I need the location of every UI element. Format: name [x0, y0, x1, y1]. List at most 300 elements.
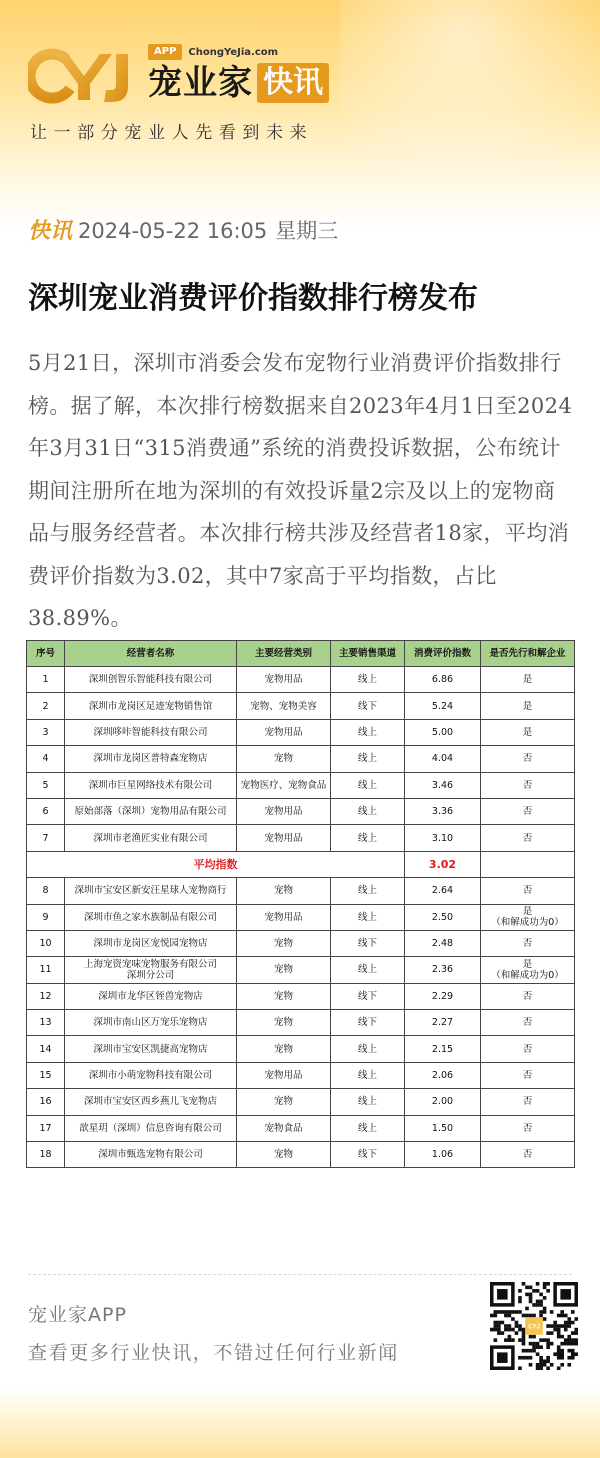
qr-module — [508, 1310, 512, 1314]
cell-name — [65, 1142, 237, 1168]
qr-module — [518, 1356, 522, 1360]
qr-module — [518, 1324, 522, 1328]
cell-category-text: 宠物 — [273, 938, 293, 950]
cell-no — [27, 878, 65, 904]
article-body: 5月21日，深圳市消委会发布宠物行业消费评价指数排行榜。据了解，本次排行榜数据来自2023年4月1日至2024年3月31日“315消费通”系统的消费投诉数据，公布统计期间注册所在地为深圳的有效投诉量2宗及以上的宠物商品与服务经营者。本次排行榜共涉及经营者18家，平均消费评价指数为3.02，其中7家高于平均指数，占比38.89%。 — [28, 351, 573, 630]
qr-module — [546, 1359, 550, 1363]
qr-module — [515, 1310, 519, 1314]
cell-channel-text: 线下 — [357, 700, 377, 712]
cell-settle-text: 否 — [522, 806, 533, 818]
cell-index-text: 3.10 — [431, 832, 454, 844]
cell-settle — [481, 1089, 575, 1115]
qr-module — [497, 1310, 501, 1314]
cell-index-text: 6.86 — [431, 674, 454, 686]
cell-settle-text: 是 — [522, 726, 533, 738]
qr-module — [536, 1345, 540, 1349]
cell-name-text: 深圳市鱼之家水族制品有限公司 — [83, 911, 217, 923]
qr-module — [539, 1300, 543, 1304]
cell-name — [65, 1089, 237, 1115]
qr-module — [557, 1324, 561, 1328]
qr-module — [571, 1310, 575, 1314]
qr-module — [543, 1307, 547, 1311]
cell-name — [65, 719, 237, 745]
cell-settle — [481, 1010, 575, 1036]
cell-name — [65, 772, 237, 798]
cell-index — [405, 746, 481, 772]
cell-no — [27, 693, 65, 719]
qr-module — [546, 1342, 550, 1346]
cell-channel — [331, 904, 405, 930]
qr-module — [574, 1331, 578, 1335]
cell-index — [405, 904, 481, 930]
cell-category — [237, 1142, 331, 1168]
cell-name — [65, 878, 237, 904]
cell-settle-text: 是 — [522, 674, 533, 686]
qr-module — [550, 1363, 554, 1367]
qr-module — [518, 1366, 522, 1370]
cell-no-text: 15 — [39, 1070, 52, 1082]
qr-module — [539, 1303, 543, 1307]
qr-module — [574, 1342, 578, 1346]
cell-channel-text: 线上 — [357, 779, 377, 791]
cell-name — [65, 1115, 237, 1141]
qr-module — [529, 1356, 533, 1360]
publish-datetime: 2024-05-22 16:05 — [78, 219, 268, 243]
qr-module — [532, 1342, 536, 1346]
cell-category — [237, 1089, 331, 1115]
cell-category-text: 宠物医疗、宠物食品 — [240, 779, 327, 791]
cell-no-text: 18 — [39, 1149, 52, 1161]
table-row — [27, 1010, 575, 1036]
qr-module — [518, 1338, 522, 1342]
cell-settle-note: （和解成功为0） — [491, 969, 564, 981]
qr-module — [567, 1356, 571, 1360]
cell-no-text: 8 — [42, 885, 49, 897]
qr-module — [560, 1342, 564, 1346]
qr-module — [567, 1335, 571, 1339]
qr-module — [529, 1300, 533, 1304]
qr-code-icon[interactable] — [490, 1282, 578, 1370]
cell-settle — [481, 772, 575, 798]
cell-index — [405, 930, 481, 956]
qr-module — [515, 1321, 519, 1325]
cell-channel-text: 线上 — [357, 806, 377, 818]
qr-module — [536, 1300, 540, 1304]
qr-module — [525, 1314, 529, 1318]
cell-category — [237, 772, 331, 798]
cell-no — [27, 957, 65, 983]
cell-name-text: 深圳市宝安区凯捷高宠物店 — [93, 1043, 208, 1055]
qr-module — [574, 1352, 578, 1356]
cell-settle-text: 是 — [522, 958, 533, 970]
table-average — [27, 851, 575, 877]
qr-module — [553, 1324, 557, 1328]
cell-index-text: 5.00 — [431, 726, 454, 738]
brand-logo — [28, 42, 329, 106]
brand-name: 宠业家 — [148, 63, 253, 103]
qr-module — [560, 1335, 564, 1339]
qr-module — [567, 1338, 571, 1342]
cell-name — [65, 930, 237, 956]
qr-module — [522, 1338, 526, 1342]
cell-no — [27, 983, 65, 1009]
qr-module — [567, 1342, 571, 1346]
cell-name-line2: 深圳分公司 — [126, 969, 175, 981]
table-header-row — [27, 641, 575, 667]
qr-module — [504, 1328, 508, 1332]
qr-module — [564, 1338, 568, 1342]
qr-module — [497, 1331, 501, 1335]
cell-name-text: 深圳市甄选宠物有限公司 — [98, 1149, 203, 1161]
qr-module — [508, 1328, 512, 1332]
cell-no — [27, 1089, 65, 1115]
qr-module — [532, 1335, 536, 1339]
qr-module — [536, 1366, 540, 1370]
qr-module — [511, 1310, 515, 1314]
cell-settle-text: 否 — [522, 990, 533, 1002]
cell-index — [405, 957, 481, 983]
qr-module — [504, 1324, 508, 1328]
qr-module — [522, 1282, 526, 1286]
cell-channel-text: 线下 — [357, 990, 377, 1002]
cell-settle-note: （和解成功为0） — [491, 917, 564, 929]
cell-name-text: 深圳市龙岗区足迹宠物销售馆 — [88, 700, 213, 712]
qr-module — [550, 1310, 554, 1314]
cell-no-text: 5 — [42, 779, 49, 791]
cell-index — [405, 1010, 481, 1036]
cell-category — [237, 1115, 331, 1141]
cell-name — [65, 957, 237, 983]
cell-name — [65, 1036, 237, 1062]
cell-channel-text: 线上 — [357, 832, 377, 844]
header-no: 序号 — [27, 641, 65, 667]
cell-no-text: 7 — [42, 832, 49, 844]
cell-name — [65, 1062, 237, 1088]
cell-index-text: 2.64 — [431, 885, 454, 897]
qr-module — [539, 1356, 543, 1360]
table-body-top — [27, 667, 575, 852]
cell-settle-text: 否 — [522, 1017, 533, 1029]
qr-module — [536, 1289, 540, 1293]
cell-settle — [481, 878, 575, 904]
qr-module — [560, 1324, 564, 1328]
cell-no — [27, 1062, 65, 1088]
table-row — [27, 1089, 575, 1115]
cell-no — [27, 667, 65, 693]
qr-module — [515, 1324, 519, 1328]
cell-no — [27, 772, 65, 798]
qr-module — [543, 1296, 547, 1300]
cell-name — [65, 693, 237, 719]
footer-divider — [28, 1274, 572, 1275]
qr-module — [529, 1314, 533, 1318]
qr-module — [564, 1328, 568, 1332]
qr-module — [550, 1324, 554, 1328]
cell-category-text: 宠物 — [273, 885, 293, 897]
cell-channel-text: 线上 — [357, 726, 377, 738]
qr-module — [543, 1310, 547, 1314]
cell-index-text: 2.00 — [431, 1096, 454, 1108]
qr-module — [546, 1356, 550, 1360]
cell-name-text: 歆星玥（深圳）信息咨询有限公司 — [79, 1122, 222, 1134]
cell-settle — [481, 667, 575, 693]
qr-module — [532, 1303, 536, 1307]
cell-category-text: 宠物用品 — [264, 832, 303, 844]
cell-settle — [481, 693, 575, 719]
cell-category-text: 宠物食品 — [264, 1122, 303, 1134]
qr-module — [501, 1321, 505, 1325]
cell-category — [237, 825, 331, 851]
qr-module — [539, 1310, 543, 1314]
qr-module — [574, 1338, 578, 1342]
cell-index — [405, 1142, 481, 1168]
qr-module — [501, 1310, 505, 1314]
qr-module — [546, 1331, 550, 1335]
cell-channel-text: 线上 — [357, 885, 377, 897]
cell-name — [65, 798, 237, 824]
cell-name — [65, 825, 237, 851]
cell-settle-text: 是 — [522, 906, 533, 918]
cell-settle-text: 否 — [522, 1043, 533, 1055]
qr-module — [518, 1310, 522, 1314]
cell-no-text: 4 — [42, 753, 49, 765]
cell-settle — [481, 904, 575, 930]
qr-module — [536, 1363, 540, 1367]
qr-module — [529, 1349, 533, 1353]
table-row — [27, 904, 575, 930]
cell-index-text: 3.36 — [431, 806, 454, 818]
cell-no — [27, 1115, 65, 1141]
qr-module — [557, 1328, 561, 1332]
cell-category-text: 宠物 — [273, 1096, 293, 1108]
cell-channel — [331, 957, 405, 983]
qr-module — [543, 1359, 547, 1363]
table-row — [27, 878, 575, 904]
qr-module — [567, 1321, 571, 1325]
qr-module — [571, 1331, 575, 1335]
qr-module — [522, 1349, 526, 1353]
cell-no-text: 9 — [42, 911, 49, 923]
qr-module — [525, 1349, 529, 1353]
qr-module — [508, 1335, 512, 1339]
cell-name-text: 深圳市小萌宠物科技有限公司 — [88, 1070, 213, 1082]
cell-index-text: 2.36 — [431, 964, 454, 976]
cell-settle — [481, 983, 575, 1009]
cell-name-text: 深圳市巨星网络技术有限公司 — [88, 779, 213, 791]
cell-channel-text: 线下 — [357, 1149, 377, 1161]
qr-module — [546, 1366, 550, 1370]
cell-category-text: 宠物 — [273, 1017, 293, 1029]
cell-channel — [331, 1036, 405, 1062]
cell-index-text: 2.48 — [431, 938, 454, 950]
cell-settle-text: 否 — [522, 1149, 533, 1161]
qr-module — [490, 1328, 494, 1332]
qr-module — [546, 1338, 550, 1342]
qr-module — [560, 1363, 564, 1367]
qr-module — [522, 1335, 526, 1339]
qr-module — [532, 1314, 536, 1318]
qr-module — [511, 1328, 515, 1332]
article-meta — [28, 214, 338, 245]
cell-channel-text: 线上 — [357, 674, 377, 686]
cell-settle — [481, 1062, 575, 1088]
qr-module — [560, 1356, 564, 1360]
cell-category — [237, 983, 331, 1009]
cell-name — [65, 667, 237, 693]
qr-module — [494, 1321, 498, 1325]
cell-no-text: 16 — [39, 1096, 52, 1108]
cell-category — [237, 904, 331, 930]
qr-module — [546, 1324, 550, 1328]
qr-module — [550, 1342, 554, 1346]
qr-module — [564, 1324, 568, 1328]
qr-module — [522, 1331, 526, 1335]
qr-module — [494, 1310, 498, 1314]
qr-finder-core — [560, 1289, 571, 1300]
qr-module — [553, 1352, 557, 1356]
cell-channel — [331, 1089, 405, 1115]
qr-module — [539, 1345, 543, 1349]
cell-name-text: 上海宠资宠味宠物服务有限公司 — [83, 958, 217, 970]
qr-module — [508, 1314, 512, 1318]
cell-settle-text: 否 — [522, 885, 533, 897]
logo-text: CYJ — [84, 80, 86, 81]
cell-name-text: 深圳创智乐智能科技有限公司 — [88, 674, 213, 686]
qr-module — [518, 1300, 522, 1304]
cell-category-text: 宠物、宠物美容 — [250, 700, 317, 712]
qr-module — [571, 1349, 575, 1353]
header-category: 主要经营类别 — [237, 641, 331, 667]
cell-no-text: 6 — [42, 806, 49, 818]
qr-module — [536, 1303, 540, 1307]
qr-module — [546, 1345, 550, 1349]
table-row — [27, 719, 575, 745]
qr-module — [557, 1314, 561, 1318]
table-row — [27, 772, 575, 798]
qr-module — [532, 1345, 536, 1349]
qr-module — [560, 1310, 564, 1314]
qr-module — [574, 1328, 578, 1332]
qr-module — [560, 1314, 564, 1318]
qr-module — [557, 1352, 561, 1356]
cell-channel — [331, 772, 405, 798]
qr-module — [543, 1363, 547, 1367]
cell-settle-text: 否 — [522, 1096, 533, 1108]
cell-category-text: 宠物用品 — [264, 674, 303, 686]
cell-settle — [481, 719, 575, 745]
cell-settle — [481, 746, 575, 772]
qr-module — [522, 1342, 526, 1346]
cell-index — [405, 1036, 481, 1062]
qr-module — [532, 1289, 536, 1293]
table-row — [27, 1115, 575, 1141]
cell-name-text: 深圳市宝安区新安汪星球人宠物商行 — [74, 885, 227, 897]
cell-no-text: 11 — [39, 964, 52, 976]
cell-name — [65, 746, 237, 772]
qr-module — [536, 1342, 540, 1346]
qr-module — [539, 1366, 543, 1370]
qr-module — [557, 1366, 561, 1370]
cell-name — [65, 904, 237, 930]
table-row — [27, 983, 575, 1009]
header-channel: 主要销售渠道 — [331, 641, 405, 667]
cell-category — [237, 746, 331, 772]
cell-category-text: 宠物 — [273, 1043, 293, 1055]
cell-settle — [481, 930, 575, 956]
qr-module — [539, 1314, 543, 1318]
qr-module — [515, 1331, 519, 1335]
qr-module — [504, 1314, 508, 1318]
cell-name — [65, 983, 237, 1009]
cell-settle-text: 否 — [522, 938, 533, 950]
qr-module — [504, 1310, 508, 1314]
qr-module — [560, 1352, 564, 1356]
cell-index-text: 2.06 — [431, 1070, 454, 1082]
cell-category — [237, 930, 331, 956]
cell-channel-text: 线上 — [357, 1043, 377, 1055]
app-badge: APP — [148, 44, 182, 60]
cell-settle-text: 否 — [522, 1070, 533, 1082]
footer-app-name: 宠业家APP — [28, 1304, 127, 1326]
cell-channel — [331, 825, 405, 851]
qr-module — [529, 1296, 533, 1300]
cell-index-text: 1.50 — [431, 1122, 454, 1134]
cell-settle — [481, 825, 575, 851]
header-glow — [340, 0, 600, 180]
site-url: ChongYeJia.com — [188, 46, 279, 58]
cell-no — [27, 904, 65, 930]
cell-no-text: 17 — [39, 1122, 52, 1134]
cell-category — [237, 1062, 331, 1088]
cell-index — [405, 1089, 481, 1115]
qr-module — [571, 1356, 575, 1360]
cell-channel — [331, 667, 405, 693]
qr-module — [525, 1356, 529, 1360]
qr-module — [539, 1338, 543, 1342]
cell-no — [27, 746, 65, 772]
table-row — [27, 1036, 575, 1062]
qr-module — [564, 1314, 568, 1318]
cell-category-text: 宠物 — [273, 964, 293, 976]
cell-no-text: 1 — [42, 674, 49, 686]
cell-index — [405, 878, 481, 904]
qr-module — [494, 1338, 498, 1342]
qr-module — [518, 1289, 522, 1293]
header-name: 经营者名称 — [65, 641, 237, 667]
cell-no-text: 12 — [39, 990, 52, 1002]
cell-category — [237, 957, 331, 983]
cell-settle — [481, 1036, 575, 1062]
cell-index-text: 2.27 — [431, 1017, 454, 1029]
cell-name-text: 深圳市南山区万宠乐宠物店 — [93, 1017, 208, 1029]
cell-name — [65, 1010, 237, 1036]
cell-index-text: 4.04 — [431, 753, 454, 765]
cell-category-text: 宠物 — [273, 1149, 293, 1161]
cell-channel — [331, 983, 405, 1009]
table-row — [27, 693, 575, 719]
cell-category — [237, 719, 331, 745]
qr-module — [550, 1331, 554, 1335]
qr-module — [553, 1328, 557, 1332]
footer-background — [0, 1390, 600, 1458]
qr-module — [536, 1282, 540, 1286]
table-body-bottom — [27, 878, 575, 1168]
cell-no — [27, 719, 65, 745]
header-settle: 是否先行和解企业 — [481, 641, 575, 667]
cell-settle-text: 是 — [522, 700, 533, 712]
qr-module — [567, 1324, 571, 1328]
cell-category-text: 宠物用品 — [264, 726, 303, 738]
